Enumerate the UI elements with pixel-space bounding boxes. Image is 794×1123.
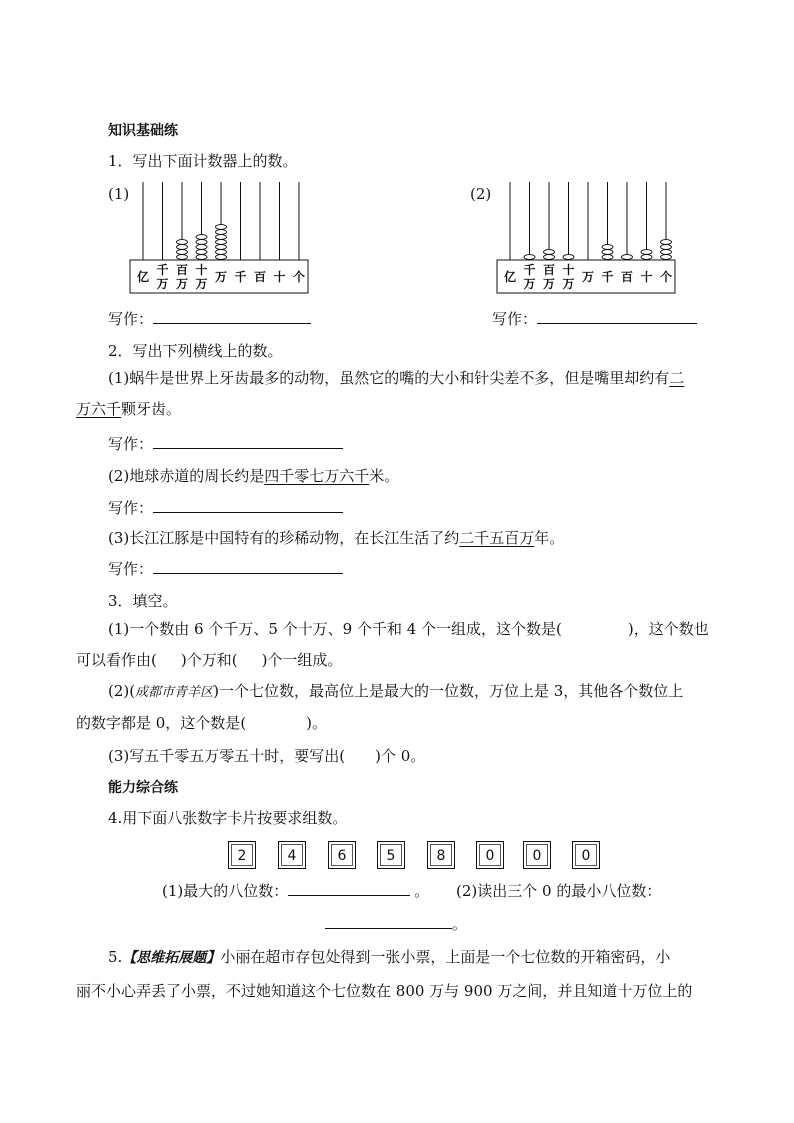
digit-card-value: 8 [430, 844, 452, 866]
abacus-bead [177, 250, 188, 255]
question-2-part-2: (2)地球赤道的周长约是四千零七万六千米。 [108, 467, 400, 485]
digit-card-value: 2 [231, 844, 253, 866]
abacus-bead [602, 255, 613, 260]
section-heading-basic: 知识基础练 [108, 123, 178, 139]
digit-card-value: 4 [281, 844, 303, 866]
digit-card [278, 841, 306, 869]
digit-card [377, 841, 405, 869]
abacus-place-label: 十万 [195, 263, 208, 291]
abacus-bead [196, 240, 207, 245]
abacus-bead [544, 250, 555, 255]
digit-card-value: 0 [526, 844, 548, 866]
abacus-bead [196, 255, 207, 260]
abacus-bead [661, 250, 672, 255]
abacus-bead [196, 245, 207, 250]
question-1-title: 1．写出下面计数器上的数。 [108, 152, 298, 170]
abacus-place-label: 十 [640, 270, 653, 284]
answer-blank[interactable] [153, 559, 343, 574]
abacus-place-label: 亿 [503, 270, 517, 284]
question-2-part-1: (1)蜗牛是世界上牙齿最多的动物，虽然它的嘴的大小和针尖差不多，但是嘴里却约有二 万六千颗牙齿。 [76, 369, 685, 418]
question-4-title: 4.用下面八张数字卡片按要求组数。 [108, 809, 348, 827]
answer-blank[interactable] [288, 881, 410, 896]
abacus-bead [602, 245, 613, 250]
question-3-part-2: (2)(成都市青羊区)一个七位数，最高位上是最大的一位数，万位上是 3，其他各个数位上 的数字都是 0，这个数是( )。 [76, 682, 684, 732]
abacus-bead [602, 250, 613, 255]
question-4-part-2-label: (2)读出三个 0 的最小八位数： [456, 882, 662, 900]
abacus-bead [177, 240, 188, 245]
abacus-bead [641, 250, 652, 255]
abacus-bead [196, 250, 207, 255]
digit-card [228, 841, 256, 869]
abacus-bead [196, 235, 207, 240]
answer-blank[interactable] [153, 498, 343, 513]
abacus-place-label: 百 [620, 270, 634, 284]
question-2-title: 2．写出下列横线上的数。 [108, 342, 283, 360]
abacus-bead [216, 225, 227, 230]
abacus-place-label: 千 [601, 270, 614, 284]
abacus-place-label: 十万 [562, 263, 575, 291]
question-3-title: 3．填空。 [108, 592, 178, 610]
abacus-bead [544, 255, 555, 260]
abacus-bead [216, 230, 227, 235]
abacus-1 [125, 180, 315, 295]
abacus-place-label: 万 [581, 270, 595, 284]
write-label-3: 写作： [108, 433, 343, 454]
digit-card-value: 5 [380, 844, 402, 866]
digit-card [572, 841, 600, 869]
question-4-part-2-answer: 。 [325, 913, 467, 934]
abacus-place-label: 个 [659, 270, 673, 284]
abacus-2 [492, 180, 682, 295]
abacus-bead [177, 245, 188, 250]
question-2-part-3: (3)长江江豚是中国特有的珍稀动物，在长江生活了约二千五百万年。 [108, 529, 565, 547]
abacus-bead [622, 255, 633, 260]
question-3-part-3: (3)写五千零五万零五十时，要写出( )个 0。 [108, 747, 426, 765]
digit-card [328, 841, 356, 869]
abacus-place-label: 百 [253, 270, 267, 284]
question-5: 5.【思维拓展题】小丽在超市存包处得到一张小票，上面是一个七位数的开箱密码，小 丽不小心弄丢了小票，不过她知道这个七位数在 800 万与 900 万之间，并且知道十万位上的 [76, 948, 693, 1000]
abacus-bead [216, 250, 227, 255]
abacus-2-label: (2) [470, 185, 492, 203]
abacus-place-label: 万 [214, 270, 228, 284]
digit-card [523, 841, 551, 869]
abacus-place-label: 十 [273, 270, 286, 284]
abacus-place-label: 百万 [542, 263, 556, 291]
abacus-1-label: (1) [108, 185, 130, 203]
write-label-4: 写作： [108, 497, 343, 518]
digit-card-value: 0 [575, 844, 597, 866]
answer-blank[interactable] [325, 914, 452, 929]
question-3-part-1: (1)一个数由 6 个千万、5 个十万、9 个千和 4 个一组成，这个数是( )，这个数也 可以看作由( )个万和( )个一组成。 [76, 620, 709, 669]
abacus-bead [563, 255, 574, 260]
abacus-place-label: 个 [292, 270, 306, 284]
write-label-2: 写作： [492, 308, 697, 329]
digit-card-value: 0 [479, 844, 501, 866]
answer-blank[interactable] [537, 309, 697, 324]
answer-blank[interactable] [153, 309, 311, 324]
abacus-bead [661, 255, 672, 260]
abacus-bead [661, 240, 672, 245]
abacus-bead [661, 245, 672, 250]
write-label-1: 写作： [108, 308, 311, 329]
digit-card [476, 841, 504, 869]
digit-card-value: 6 [331, 844, 353, 866]
abacus-bead [216, 240, 227, 245]
section-heading-ability: 能力综合练 [108, 780, 178, 796]
abacus-bead [641, 255, 652, 260]
abacus-bead [216, 255, 227, 260]
abacus-bead [216, 235, 227, 240]
abacus-place-label: 千万 [156, 263, 169, 291]
abacus-place-label: 亿 [136, 270, 150, 284]
digit-card [427, 841, 455, 869]
write-label-5: 写作： [108, 558, 343, 579]
abacus-place-label: 千万 [523, 263, 536, 291]
abacus-bead [177, 255, 188, 260]
answer-blank[interactable] [153, 434, 343, 449]
abacus-bead [216, 245, 227, 250]
question-4-part-1: (1)最大的八位数： 。 [162, 882, 430, 900]
abacus-place-label: 百万 [175, 263, 189, 291]
abacus-bead [524, 255, 535, 260]
abacus-place-label: 千 [234, 270, 247, 284]
